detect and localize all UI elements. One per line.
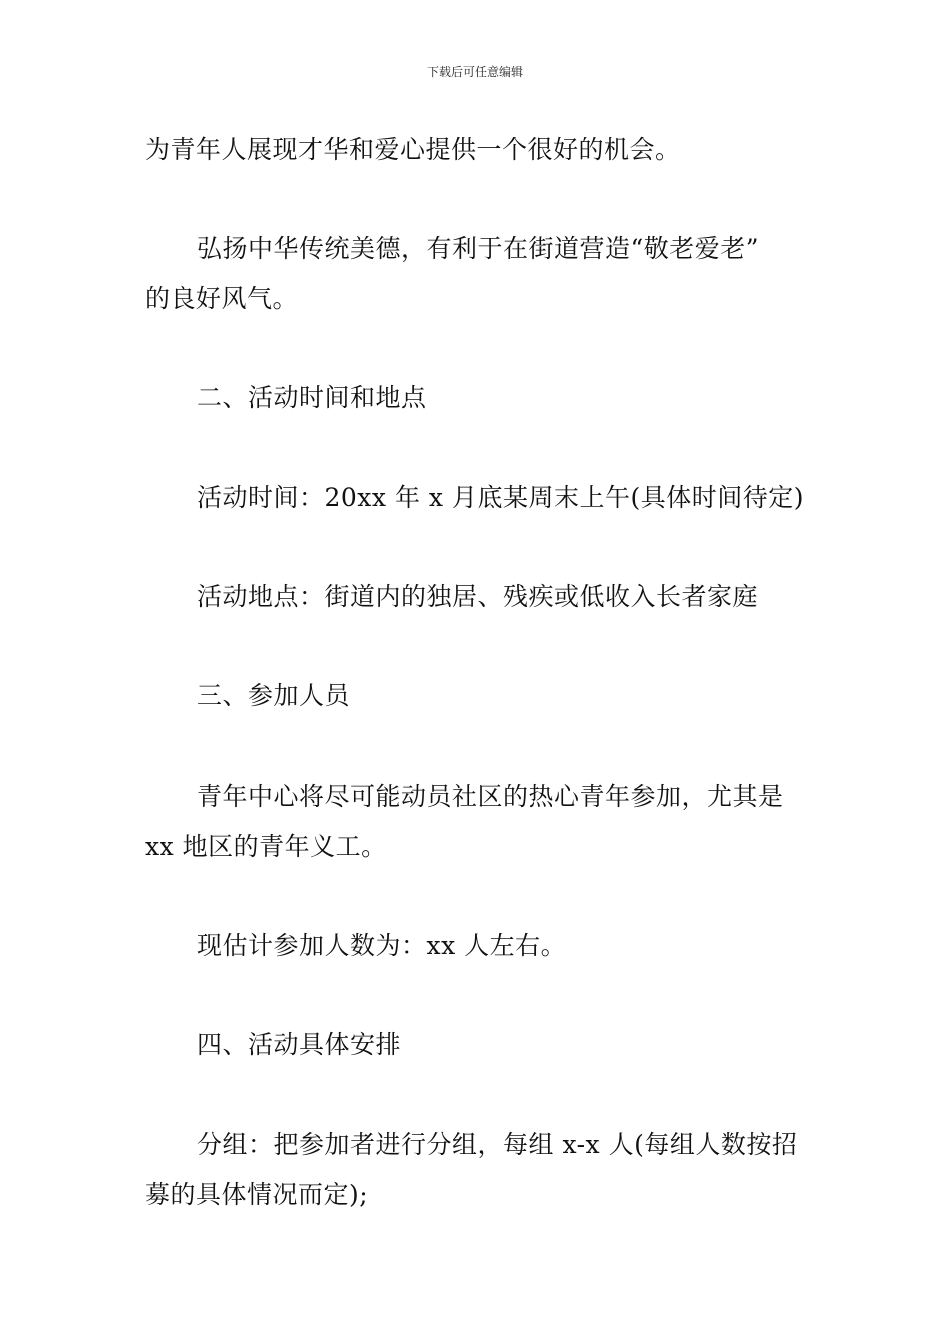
paragraph-line: 青年中心将尽可能动员社区的热心青年参加，尤其是 (197, 782, 784, 811)
paragraph-line: 现估计参加人数为：xx 人左右。 (197, 931, 567, 960)
paragraph-line: 弘扬中华传统美德，有利于在街道营造“敬老爱老” (197, 234, 760, 263)
paragraph-line: 活动时间：20xx 年 x 月底某周末上午(具体时间待定) (197, 483, 804, 512)
section-heading: 四、活动具体安排 (197, 1030, 402, 1059)
paragraph-line: xx 地区的青年义工。 (145, 832, 387, 861)
section-heading: 二、活动时间和地点 (197, 383, 427, 412)
section-heading: 三、参加人员 (197, 681, 351, 710)
paragraph-line: 分组：把参加者进行分组，每组 x-x 人(每组人数按招 (197, 1130, 798, 1159)
paragraph-line: 活动地点：街道内的独居、残疾或低收入长者家庭 (197, 582, 759, 611)
page-header: 下载后可任意编辑 (426, 65, 523, 79)
paragraph-line: 为青年人展现才华和爱心提供一个很好的机会。 (145, 135, 681, 164)
paragraph-line: 的良好风气。 (145, 284, 299, 313)
paragraph-line: 募的具体情况而定); (145, 1180, 369, 1209)
